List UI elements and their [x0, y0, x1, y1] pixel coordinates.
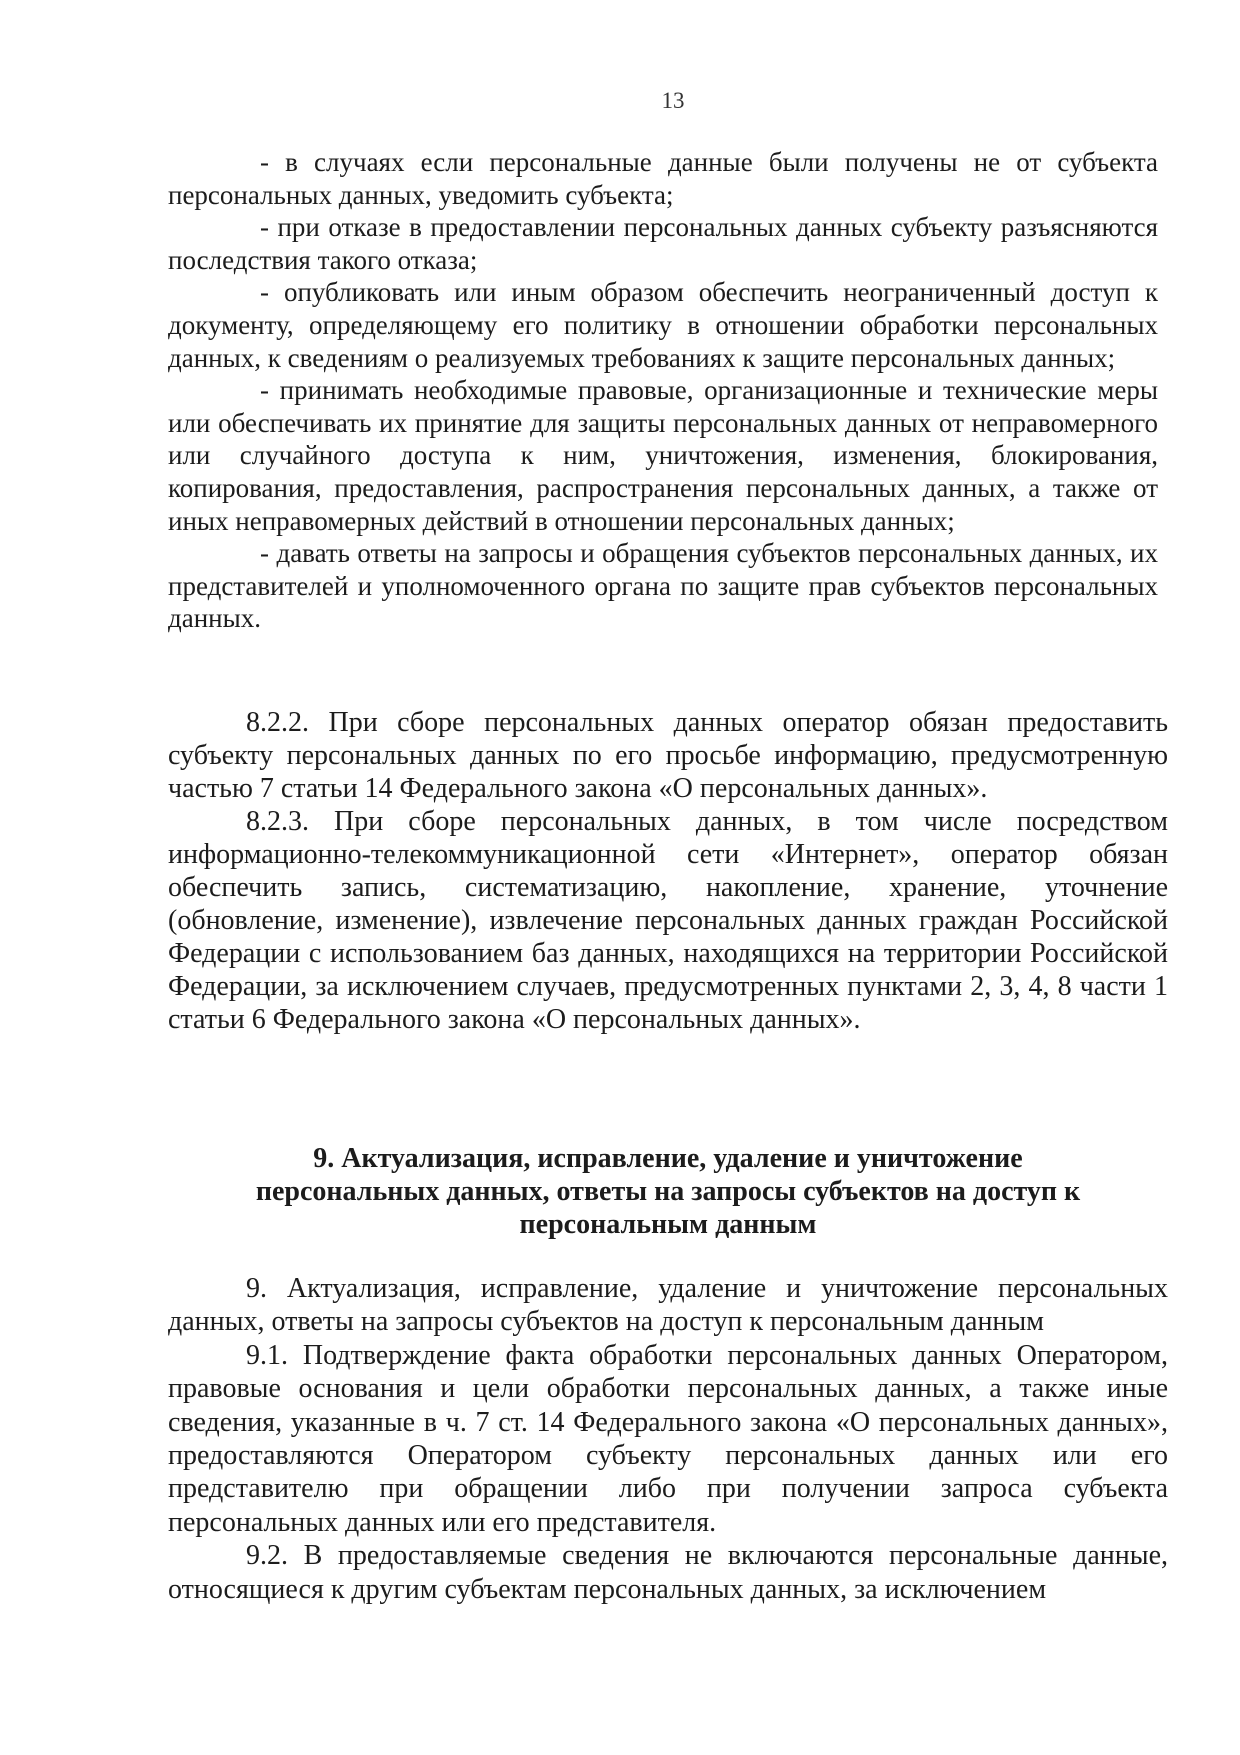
list-item: - принимать необходимые правовые, организационные и технические меры или обеспечивать их принятие для защиты персональных данных от неправомерного или случайного доступа к ним, уничтожения, изменения, блокирования, копирования, предоставления, распространения персональных данных, а также от иных неправомерных действий в отношении персональных данных; [168, 375, 1158, 536]
heading-line: персональных данных, ответы на запросы субъектов на доступ к [255, 1176, 1081, 1207]
obligations-list [168, 146, 1158, 635]
paragraph-8-2-3: 8.2.3. При сборе персональных данных, в том числе посредством информационно-телекоммуникационной сети «Интернет», оператор обязан обеспечить запись, систематизацию, накопление, хранение, уточнение (обновление, изменение), извлечение персональных данных граждан Российской Федерации с использованием баз данных, находящихся на территории Российской Федерации, за исключением случаев, предусмотренных пунктами 2, 3, 4, 8 части 1 статьи 6 Федерального закона «О персональных данных». [168, 806, 1168, 1035]
section-9-paragraphs [168, 1272, 1168, 1606]
list-item: - при отказе в предоставлении персональных данных субъекту разъясняются последствия такого отказа; [168, 212, 1158, 275]
heading-line: персональным данным [519, 1209, 817, 1240]
list-item: - опубликовать или иным образом обеспечить неограниченный доступ к документу, определяющему его политику в отношении обработки персональных данных, к сведениям о реализуемых требованиях к защите персональных данных; [168, 277, 1158, 373]
list-item: - давать ответы на запросы и обращения субъектов персональных данных, их представителей и уполномоченного органа по защите прав субъектов персональных данных. [168, 538, 1158, 634]
heading-line: 9. Актуализация, исправление, удаление и уничтожение [313, 1143, 1023, 1174]
paragraph-9-2: 9.2. В предоставляемые сведения не включаются персональные данные, относящиеся к другим субъектам персональных данных, за исключением [168, 1540, 1168, 1605]
list-item: - в случаях если персональные данные были получены не от субъекта персональных данных, уведомить субъекта; [168, 147, 1158, 210]
section-8-paragraphs [168, 706, 1168, 1036]
page-number: 13 [661, 88, 685, 113]
paragraph-8-2-2: 8.2.2. При сборе персональных данных оператор обязан предоставить субъекту персональных данных по его просьбе информацию, предусмотренную частью 7 статьи 14 Федерального закона «О персональных данных». [168, 707, 1168, 804]
paragraph-9-1: 9.1. Подтверждение факта обработки персональных данных Оператором, правовые основания и цели обработки персональных данных, а также иные сведения, указанные в ч. 7 ст. 14 Федерального закона «О персональных данных», предоставляются Оператором субъекту персональных данных или его представителю при обращении либо при получении запроса субъекта персональных данных или его представителя. [168, 1339, 1168, 1538]
paragraph-9: 9. Актуализация, исправление, удаление и уничтожение персональных данных, ответы на запросы субъектов на доступ к персональным данным [168, 1273, 1168, 1338]
section-9-heading [218, 1142, 1118, 1241]
